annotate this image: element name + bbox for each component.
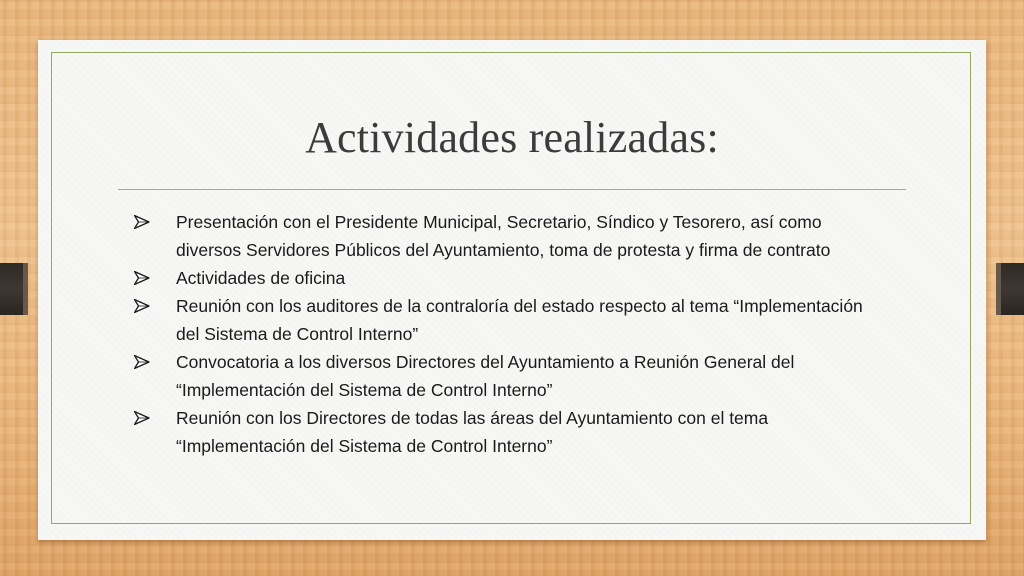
- arrowhead-bullet-icon: [134, 348, 154, 376]
- slide-title: Actividades realizadas:: [305, 113, 719, 162]
- right-side-tab: [996, 263, 1024, 315]
- bullet-text-line: “Implementación del Sistema de Control Interno”: [176, 380, 553, 400]
- left-side-tab: [0, 263, 28, 315]
- bullet-text-line: Presentación con el Presidente Municipal, Secretario, Síndico y Tesorero, así como: [176, 212, 822, 232]
- bullet-text-line: Reunión con los Directores de todas las áreas del Ayuntamiento con el tema: [176, 408, 769, 428]
- arrowhead-bullet-icon: [134, 208, 154, 236]
- bullet-text-line: diversos Servidores Públicos del Ayuntamiento, toma de protesta y firma de contrato: [176, 240, 831, 260]
- title-divider: [118, 189, 906, 190]
- arrowhead-bullet-icon: [134, 264, 154, 292]
- list-item: [134, 208, 954, 264]
- activities-bullet-list: [134, 208, 954, 460]
- list-item: [134, 348, 954, 404]
- bullet-text-line: Actividades de oficina: [176, 268, 346, 288]
- list-item: [134, 404, 954, 460]
- list-item: [134, 292, 954, 348]
- bullet-text-line: “Implementación del Sistema de Control Interno”: [176, 436, 553, 456]
- bullet-text-line: Convocatoria a los diversos Directores del Ayuntamiento a Reunión General del: [176, 352, 795, 372]
- arrowhead-bullet-icon: [134, 404, 154, 432]
- bullet-text-line: del Sistema de Control Interno”: [176, 324, 419, 344]
- list-item: [134, 264, 954, 292]
- arrowhead-bullet-icon: [134, 292, 154, 320]
- slide-card: [38, 40, 986, 540]
- bullet-text-line: Reunión con los auditores de la contraloría del estado respecto al tema “Implementación: [176, 296, 863, 316]
